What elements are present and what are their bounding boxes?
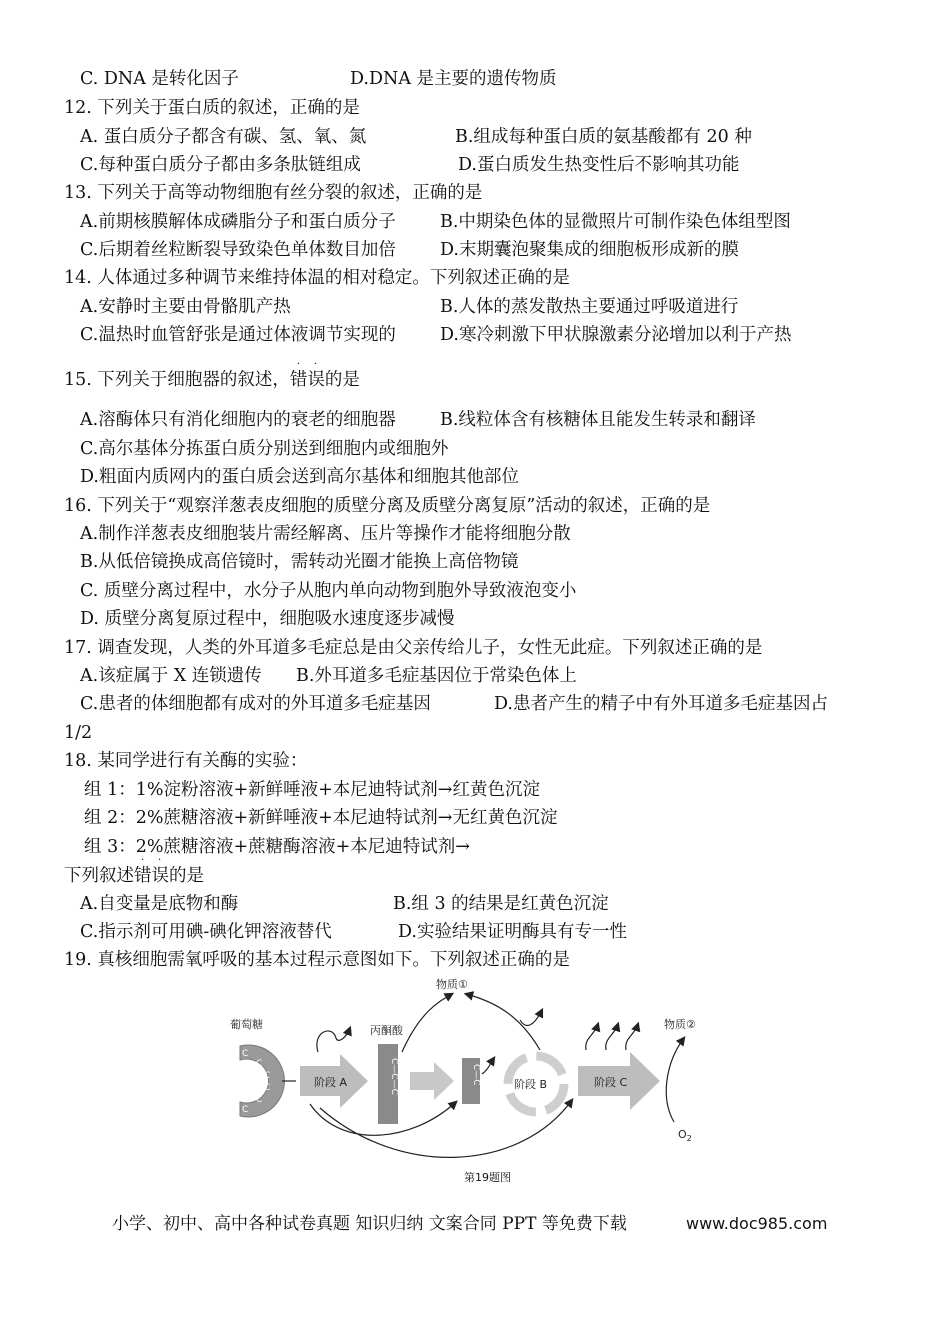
option-14a: A.安静时主要由骨骼肌产热 bbox=[80, 297, 291, 317]
respiration-diagram bbox=[220, 972, 740, 1192]
option-13a: A.前期核膜解体成磷脂分子和蛋白质分子 bbox=[80, 212, 396, 232]
acetyl-chain: C—C bbox=[471, 1064, 481, 1086]
option-16c: C. 质壁分离过程中，水分子从胞内单向动物到胞外导致液泡变小 bbox=[80, 581, 577, 601]
question-13: 13. 下列关于高等动物细胞有丝分裂的叙述，正确的是 bbox=[64, 183, 483, 203]
substance-1-arrow bbox=[466, 994, 540, 1050]
option-17d: D.患者产生的精子中有外耳道多毛症基因占 bbox=[494, 694, 828, 714]
pyruvate-label: 丙酮酸 bbox=[370, 1024, 403, 1037]
footer-text: 小学、初中、高中各种试卷真题 知识归纳 文案合同 PPT 等免费下载 bbox=[112, 1214, 627, 1234]
option-18b: B.组 3 的结果是红黄色沉淀 bbox=[393, 894, 609, 914]
footer-website-link[interactable]: www.doc985.com bbox=[686, 1214, 828, 1233]
option-18a: A.自变量是底物和酶 bbox=[80, 894, 239, 914]
option-15c: C.高尔基体分拣蛋白质分别送到细胞内或细胞外 bbox=[80, 439, 449, 459]
option-14c: C.温热时血管舒张是通过体液调节实现的 bbox=[80, 325, 396, 345]
option-14b: B.人体的蒸发散热主要通过呼吸道进行 bbox=[440, 297, 739, 317]
emphasis-dot: · bbox=[158, 855, 162, 866]
substance-1-label: 物质① bbox=[436, 978, 468, 991]
byproduct-arrow bbox=[606, 1024, 618, 1050]
glucose-carbon: C bbox=[264, 1083, 271, 1093]
substance-1-arrow bbox=[402, 994, 452, 1052]
stage-a-label: 阶段 A bbox=[314, 1076, 348, 1089]
question-17: 17. 调查发现，人类的外耳道多毛症总是由父亲传给儿子，女性无此症。下列叙述正确的是 bbox=[64, 638, 763, 658]
option-12b: B.组成每种蛋白质的氨基酸都有 20 种 bbox=[455, 127, 752, 147]
option-13c: C.后期着丝粒断裂导致染色单体数目加倍 bbox=[80, 240, 396, 260]
option-16b: B.从低倍镜换成高倍镜时，需转动光圈才能换上高倍物镜 bbox=[80, 552, 519, 572]
option-17c: C.患者的体细胞都有成对的外耳道多毛症基因 bbox=[80, 694, 431, 714]
option-17d-continued: 1/2 bbox=[64, 723, 93, 743]
glucose-carbon: C bbox=[242, 1049, 249, 1059]
emphasis-dot: · bbox=[313, 359, 318, 370]
figure-caption: 第19题图 bbox=[464, 1171, 511, 1184]
byproduct-arrow bbox=[586, 1024, 598, 1050]
option-11d: D.DNA 是主要的遗传物质 bbox=[350, 69, 557, 89]
emphasis-dot: · bbox=[296, 359, 301, 370]
transfer-arrow bbox=[410, 1062, 454, 1100]
question-15-end: 的是 bbox=[324, 370, 360, 390]
question-18: 18. 某同学进行有关酶的实验： bbox=[64, 751, 308, 771]
option-13d: D.末期囊泡聚集成的细胞板形成新的膜 bbox=[440, 240, 739, 260]
question-12: 12. 下列关于蛋白质的叙述，正确的是 bbox=[64, 98, 360, 118]
option-17a: A.该症属于 X 连锁遗传 bbox=[80, 666, 262, 686]
question-14: 14. 人体通过多种调节来维持体温的相对稳定。下列叙述正确的是 bbox=[64, 268, 570, 288]
option-15a: A.溶酶体只有消化细胞内的衰老的细胞器 bbox=[80, 410, 396, 430]
option-18c: C.指示剂可用碘-碘化钾溶液替代 bbox=[80, 922, 332, 942]
group-2: 组 2：2%蔗糖溶液+新鲜唾液+本尼迪特试剂→无红黄色沉淀 bbox=[84, 808, 558, 828]
byproduct-arrow bbox=[317, 1028, 350, 1052]
stage-c-label: 阶段 C bbox=[594, 1076, 628, 1089]
pyruvate-chain: C—C—C bbox=[389, 1058, 399, 1095]
glucose-carbon: C bbox=[264, 1071, 271, 1081]
option-12d: D.蛋白质发生热变性后不影响其功能 bbox=[458, 155, 740, 175]
byproduct-arrow bbox=[482, 1058, 494, 1074]
byproduct-arrow bbox=[520, 1010, 542, 1025]
option-17b: B.外耳道多毛症基因位于常染色体上 bbox=[296, 666, 577, 686]
glucose-carbon: C bbox=[256, 1059, 263, 1069]
emphasis-word: · · 错误 bbox=[134, 855, 169, 886]
option-18d: D.实验结果证明酶具有专一性 bbox=[398, 922, 627, 942]
emphasis-dot: · bbox=[141, 855, 145, 866]
option-16a: A.制作洋葱表皮细胞装片需经解离、压片等操作才能将细胞分散 bbox=[80, 524, 571, 544]
question-15-stem: 15. 下列关于细胞器的叙述， bbox=[64, 370, 290, 390]
group-3: 组 3：2%蔗糖溶液+蔗糖酶溶液+本尼迪特试剂→ bbox=[84, 837, 470, 857]
question-16: 16. 下列关于“观察洋葱表皮细胞的质壁分离及质壁分离复原”活动的叙述，正确的是 bbox=[64, 496, 711, 516]
byproduct-arrow bbox=[626, 1024, 638, 1050]
option-16d: D. 质壁分离复原过程中，细胞吸水速度逐步减慢 bbox=[80, 609, 455, 629]
oxygen-label: $O_2$ bbox=[678, 1128, 692, 1143]
glucose-label: 葡萄糖 bbox=[230, 1018, 263, 1031]
question-15 bbox=[64, 359, 360, 392]
option-15b: B.线粒体含有核糖体且能发生转录和翻译 bbox=[440, 410, 756, 430]
option-15d: D.粗面内质网内的蛋白质会送到高尔基体和细胞其他部位 bbox=[80, 467, 519, 487]
option-14d: D.寒冷刺激下甲状腺激素分泌增加以利于产热 bbox=[440, 325, 792, 345]
substance-2-label: 物质② bbox=[664, 1018, 696, 1031]
option-13b: B.中期染色体的显微照片可制作染色体组型图 bbox=[440, 212, 791, 232]
emphasis-word: · · 错误 bbox=[289, 359, 325, 390]
glucose-carbon: C bbox=[242, 1105, 249, 1115]
option-12a: A. 蛋白质分子都含有碳、氢、氧、氮 bbox=[80, 127, 367, 147]
stage-b-label: 阶段 B bbox=[514, 1078, 548, 1091]
group-1: 组 1：1%淀粉溶液+新鲜唾液+本尼迪特试剂→红黄色沉淀 bbox=[84, 780, 540, 800]
glucose-carbon: C bbox=[256, 1095, 263, 1105]
question-18-stem: 下列叙述 · · 错误的是 bbox=[64, 855, 204, 886]
substance-2-arrow bbox=[666, 1038, 684, 1122]
question-19: 19. 真核细胞需氧呼吸的基本过程示意图如下。下列叙述正确的是 bbox=[64, 950, 570, 970]
option-11c: C. DNA 是转化因子 bbox=[80, 69, 239, 89]
option-12c: C.每种蛋白质分子都由多条肽链组成 bbox=[80, 155, 361, 175]
